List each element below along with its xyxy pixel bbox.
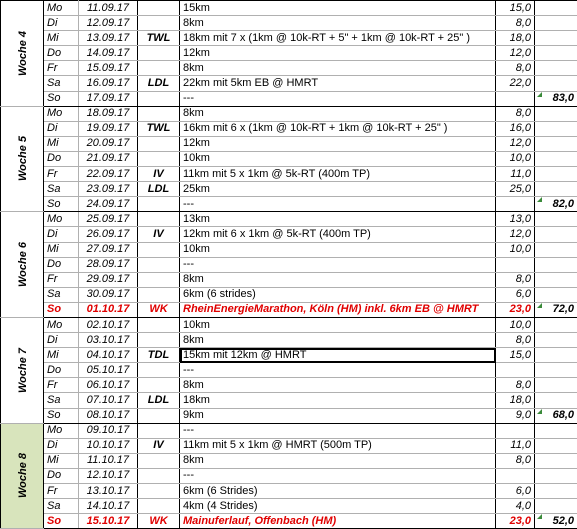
table-row [1,287,577,302]
day-cell[interactable]: So [44,302,79,317]
week-label: Woche 5 [17,136,30,181]
distance-km-cell[interactable] [496,197,535,212]
day-cell[interactable]: Do [44,363,79,378]
week-total-cell[interactable] [535,1,577,16]
workout-description-cell[interactable]: 16km mit 6 x (1km @ 10k-RT + 1km @ 10k-RT + 25" ) [180,121,496,136]
workout-description-cell[interactable]: 12km mit 6 x 1km @ 5k-RT (400m TP) [180,227,496,242]
day-cell[interactable]: Mi [44,348,79,363]
date-cell[interactable]: 04.10.17 [79,348,138,363]
workout-description-cell[interactable]: 6km (6 strides) [180,287,496,302]
workout-description-cell[interactable]: 8km [180,16,496,31]
distance-km-cell[interactable]: 12,0 [496,136,535,151]
week-total-cell[interactable] [535,438,577,453]
day-cell[interactable]: Sa [44,287,79,302]
date-cell[interactable]: 13.09.17 [79,31,138,46]
week-total-value: 68,0 [553,409,574,421]
workout-type-cell[interactable]: IV [138,167,180,182]
week-total-cell[interactable] [535,272,577,287]
table-row [1,1,577,16]
week-total-cell[interactable] [535,197,577,212]
date-cell[interactable]: 06.10.17 [79,378,138,393]
table-row [1,453,577,468]
distance-km-cell[interactable]: 18,0 [496,31,535,46]
week-total-cell[interactable] [535,423,577,438]
workout-type-cell[interactable] [138,317,180,332]
table-row [1,423,577,438]
workout-type-cell[interactable] [138,333,180,348]
date-cell[interactable]: 27.09.17 [79,242,138,257]
date-cell[interactable]: 16.09.17 [79,76,138,91]
table-row [1,438,577,453]
workout-description-cell[interactable]: 8km [180,453,496,468]
date-cell[interactable]: 29.09.17 [79,272,138,287]
workout-type-cell[interactable]: WK [138,514,180,529]
day-cell[interactable]: Mo [44,423,79,438]
date-cell[interactable]: 18.09.17 [79,106,138,121]
distance-km-cell[interactable]: 6,0 [496,287,535,302]
date-cell[interactable]: 15.09.17 [79,61,138,76]
workout-description-cell[interactable]: 15km mit 12km @ HMRT [180,348,496,363]
workout-description-cell[interactable]: 8km [180,106,496,121]
formula-indicator-icon [537,514,542,519]
workout-description-cell[interactable]: --- [180,91,496,106]
week-total-cell[interactable] [535,484,577,499]
week-label: Woche 4 [17,31,30,76]
day-cell[interactable]: Mi [44,242,79,257]
day-cell[interactable]: Fr [44,167,79,182]
distance-km-cell[interactable]: 23,0 [496,514,535,529]
day-cell[interactable]: Mo [44,1,79,16]
workout-type-cell[interactable] [138,151,180,166]
week-total-cell[interactable] [535,453,577,468]
date-cell[interactable]: 11.10.17 [79,453,138,468]
week-total-cell[interactable] [535,121,577,136]
workout-description-cell[interactable]: 10km [180,151,496,166]
day-cell[interactable]: So [44,91,79,106]
workout-description-cell[interactable]: Mainuferlauf, Offenbach (HM) [180,514,496,529]
workout-description-cell[interactable]: 8km [180,333,496,348]
formula-indicator-icon [537,409,542,414]
day-cell[interactable]: Di [44,333,79,348]
week-total-cell[interactable] [535,91,577,106]
distance-km-cell[interactable] [496,91,535,106]
week-label: Woche 7 [17,348,30,393]
week-label-cell[interactable] [1,317,44,423]
workout-description-cell[interactable]: --- [180,257,496,272]
workout-type-cell[interactable] [138,91,180,106]
workout-type-cell[interactable] [138,46,180,61]
distance-km-cell[interactable] [496,468,535,483]
table-row [1,272,577,287]
workout-description-cell[interactable]: --- [180,197,496,212]
distance-km-cell[interactable]: 8,0 [496,333,535,348]
date-cell[interactable]: 14.09.17 [79,46,138,61]
date-cell[interactable]: 01.10.17 [79,302,138,317]
table-row [1,136,577,151]
workout-type-cell[interactable] [138,378,180,393]
workout-type-cell[interactable] [138,106,180,121]
table-row [1,408,577,423]
week-total-cell[interactable] [535,182,577,197]
day-cell[interactable]: Mo [44,317,79,332]
table-row [1,242,577,257]
workout-type-cell[interactable]: IV [138,438,180,453]
week-total-value: 52,0 [553,515,574,527]
workout-description-cell[interactable]: 4km (4 Strides) [180,499,496,514]
week-total-cell[interactable] [535,46,577,61]
workout-description-cell[interactable]: 11km mit 5 x 1km @ 5k-RT (400m TP) [180,167,496,182]
day-cell[interactable]: Sa [44,393,79,408]
week-total-cell[interactable] [535,16,577,31]
workout-description-cell[interactable]: 18km [180,393,496,408]
table-row [1,46,577,61]
workout-description-cell[interactable]: RheinEnergieMarathon, Köln (HM) inkl. 6km EB @ HMRT [180,302,496,317]
table-row [1,227,577,242]
distance-km-cell[interactable]: 16,0 [496,121,535,136]
formula-indicator-icon [537,303,542,308]
distance-km-cell[interactable]: 4,0 [496,499,535,514]
date-cell[interactable]: 20.09.17 [79,136,138,151]
workout-type-cell[interactable] [138,408,180,423]
date-cell[interactable]: 23.09.17 [79,182,138,197]
week-total-value: 83,0 [553,92,574,104]
day-cell[interactable]: Mo [44,212,79,227]
table-row [1,363,577,378]
table-row [1,317,577,332]
distance-km-cell[interactable]: 9,0 [496,408,535,423]
distance-km-cell[interactable]: 18,0 [496,393,535,408]
week-total-cell[interactable] [535,242,577,257]
date-cell[interactable]: 05.10.17 [79,363,138,378]
table-row [1,121,577,136]
table-row [1,182,577,197]
table-row [1,378,577,393]
week-total-cell[interactable] [535,317,577,332]
day-cell[interactable]: Fr [44,378,79,393]
week-total-cell[interactable] [535,212,577,227]
table-row [1,167,577,182]
workout-description-cell[interactable]: 8km [180,378,496,393]
distance-km-cell[interactable]: 11,0 [496,438,535,453]
workout-description-cell[interactable]: 8km [180,272,496,287]
distance-km-cell[interactable]: 25,0 [496,182,535,197]
workout-description-cell[interactable]: 10km [180,317,496,332]
week-label-cell[interactable] [1,106,44,212]
week-total-cell[interactable] [535,31,577,46]
week-total-cell[interactable] [535,468,577,483]
workout-description-cell[interactable]: 22km mit 5km EB @ HMRT [180,76,496,91]
table-row [1,16,577,31]
workout-type-cell[interactable] [138,484,180,499]
table-row [1,61,577,76]
workout-type-cell[interactable]: LDL [138,76,180,91]
table-row [1,484,577,499]
workout-description-cell[interactable]: 9km [180,408,496,423]
distance-km-cell[interactable] [496,257,535,272]
day-cell[interactable]: Do [44,151,79,166]
day-cell[interactable]: So [44,408,79,423]
workout-description-cell[interactable]: 12km [180,136,496,151]
workout-description-cell[interactable]: 13km [180,212,496,227]
table-row [1,302,577,317]
table-row [1,197,577,212]
day-cell[interactable]: Mi [44,31,79,46]
week-label-cell[interactable] [1,1,44,107]
formula-indicator-icon [537,197,542,202]
distance-km-cell[interactable] [496,363,535,378]
distance-km-cell[interactable]: 8,0 [496,378,535,393]
day-cell[interactable]: Do [44,46,79,61]
table-row [1,106,577,121]
week-total-cell[interactable] [535,106,577,121]
workout-type-cell[interactable]: TWL [138,121,180,136]
formula-indicator-icon [537,92,542,97]
week-total-cell[interactable] [535,257,577,272]
workout-description-cell[interactable]: 10km [180,242,496,257]
week-total-cell[interactable] [535,302,577,317]
week-total-cell[interactable] [535,514,577,529]
workout-description-cell[interactable]: 6km (6 Strides) [180,484,496,499]
week-total-cell[interactable] [535,167,577,182]
week-total-cell[interactable] [535,499,577,514]
table-row [1,514,577,529]
workout-type-cell[interactable]: TWL [138,31,180,46]
table-row [1,91,577,106]
workout-type-cell[interactable] [138,423,180,438]
day-cell[interactable]: Sa [44,182,79,197]
distance-km-cell[interactable]: 13,0 [496,212,535,227]
week-total-value: 82,0 [553,198,574,210]
workout-type-cell[interactable] [138,272,180,287]
week-total-cell[interactable] [535,136,577,151]
workout-type-cell[interactable] [138,61,180,76]
date-cell[interactable]: 11.09.17 [79,1,138,16]
workout-description-cell[interactable]: 12km [180,46,496,61]
workout-type-cell[interactable]: IV [138,227,180,242]
distance-km-cell[interactable]: 15,0 [496,1,535,16]
day-cell[interactable]: Do [44,468,79,483]
week-total-cell[interactable] [535,151,577,166]
distance-km-cell[interactable]: 11,0 [496,167,535,182]
week-total-cell[interactable] [535,61,577,76]
workout-type-cell[interactable] [138,453,180,468]
workout-type-cell[interactable] [138,257,180,272]
workout-type-cell[interactable]: LDL [138,182,180,197]
date-cell[interactable]: 02.10.17 [79,317,138,332]
workout-description-cell[interactable]: 18km mit 7 x (1km @ 10k-RT + 5" + 1km @ 10k-RT + 25" ) [180,31,496,46]
week-total-cell[interactable] [535,348,577,363]
day-cell[interactable]: Do [44,257,79,272]
date-cell[interactable]: 12.09.17 [79,16,138,31]
workout-type-cell[interactable]: LDL [138,393,180,408]
date-cell[interactable]: 07.10.17 [79,393,138,408]
distance-km-cell[interactable]: 8,0 [496,272,535,287]
workout-type-cell[interactable]: TDL [138,348,180,363]
workout-description-cell[interactable]: 11km mit 5 x 1km @ HMRT (500m TP) [180,438,496,453]
week-label-cell[interactable] [1,212,44,318]
workout-description-cell[interactable]: --- [180,468,496,483]
distance-km-cell[interactable]: 15,0 [496,348,535,363]
distance-km-cell[interactable]: 10,0 [496,242,535,257]
table-row [1,333,577,348]
distance-km-cell[interactable]: 22,0 [496,76,535,91]
week-total-cell[interactable] [535,408,577,423]
date-cell[interactable]: 03.10.17 [79,333,138,348]
day-cell[interactable]: Mo [44,106,79,121]
distance-km-cell[interactable]: 12,0 [496,46,535,61]
workout-type-cell[interactable] [138,468,180,483]
date-cell[interactable]: 19.09.17 [79,121,138,136]
distance-km-cell[interactable]: 12,0 [496,227,535,242]
day-cell[interactable]: Di [44,121,79,136]
week-label: Woche 6 [17,242,30,287]
table-row [1,393,577,408]
day-cell[interactable]: So [44,197,79,212]
day-cell[interactable]: So [44,514,79,529]
date-cell[interactable]: 26.09.17 [79,227,138,242]
week-label: Woche 8 [17,453,30,498]
week-total-cell[interactable] [535,393,577,408]
workout-description-cell[interactable]: --- [180,423,496,438]
distance-km-cell[interactable]: 8,0 [496,106,535,121]
table-row [1,348,577,363]
day-cell[interactable]: Di [44,227,79,242]
date-cell[interactable]: 12.10.17 [79,468,138,483]
week-total-cell[interactable] [535,363,577,378]
table-row [1,31,577,46]
date-cell[interactable]: 17.09.17 [79,91,138,106]
workout-type-cell[interactable] [138,1,180,16]
day-cell[interactable]: Sa [44,76,79,91]
date-cell[interactable]: 25.09.17 [79,212,138,227]
date-cell[interactable]: 09.10.17 [79,423,138,438]
distance-km-cell[interactable] [496,423,535,438]
workout-type-cell[interactable]: WK [138,302,180,317]
workout-description-cell[interactable]: 25km [180,182,496,197]
date-cell[interactable]: 10.10.17 [79,438,138,453]
workout-type-cell[interactable] [138,499,180,514]
workout-type-cell[interactable] [138,363,180,378]
date-cell[interactable]: 22.09.17 [79,167,138,182]
date-cell[interactable]: 21.09.17 [79,151,138,166]
workout-type-cell[interactable] [138,287,180,302]
week-total-cell[interactable] [535,333,577,348]
distance-km-cell[interactable]: 8,0 [496,453,535,468]
date-cell[interactable]: 28.09.17 [79,257,138,272]
week-total-cell[interactable] [535,227,577,242]
table-row [1,468,577,483]
workout-description-cell[interactable]: 8km [180,61,496,76]
workout-type-cell[interactable] [138,212,180,227]
table-row [1,257,577,272]
week-total-cell[interactable] [535,378,577,393]
date-cell[interactable]: 15.10.17 [79,514,138,529]
workout-description-cell[interactable]: 15km [180,1,496,16]
workout-type-cell[interactable] [138,197,180,212]
date-cell[interactable]: 08.10.17 [79,408,138,423]
distance-km-cell[interactable]: 23,0 [496,302,535,317]
distance-km-cell[interactable]: 10,0 [496,317,535,332]
table-row [1,212,577,227]
day-cell[interactable]: Sa [44,499,79,514]
day-cell[interactable]: Mi [44,136,79,151]
date-cell[interactable]: 30.09.17 [79,287,138,302]
table-row [1,499,577,514]
workout-type-cell[interactable] [138,16,180,31]
week-total-cell[interactable] [535,76,577,91]
day-cell[interactable]: Mi [44,453,79,468]
distance-km-cell[interactable]: 6,0 [496,484,535,499]
day-cell[interactable]: Di [44,438,79,453]
day-cell[interactable]: Fr [44,61,79,76]
distance-km-cell[interactable]: 10,0 [496,151,535,166]
week-total-cell[interactable] [535,287,577,302]
day-cell[interactable]: Di [44,16,79,31]
workout-description-cell[interactable]: --- [180,363,496,378]
table-row [1,76,577,91]
workout-type-cell[interactable] [138,242,180,257]
distance-km-cell[interactable]: 8,0 [496,61,535,76]
distance-km-cell[interactable]: 8,0 [496,16,535,31]
week-total-value: 72,0 [553,303,574,315]
day-cell[interactable]: Fr [44,272,79,287]
date-cell[interactable]: 24.09.17 [79,197,138,212]
week-label-cell[interactable] [1,423,44,529]
table-row [1,151,577,166]
workout-type-cell[interactable] [138,136,180,151]
date-cell[interactable]: 14.10.17 [79,499,138,514]
day-cell[interactable]: Fr [44,484,79,499]
date-cell[interactable]: 13.10.17 [79,484,138,499]
